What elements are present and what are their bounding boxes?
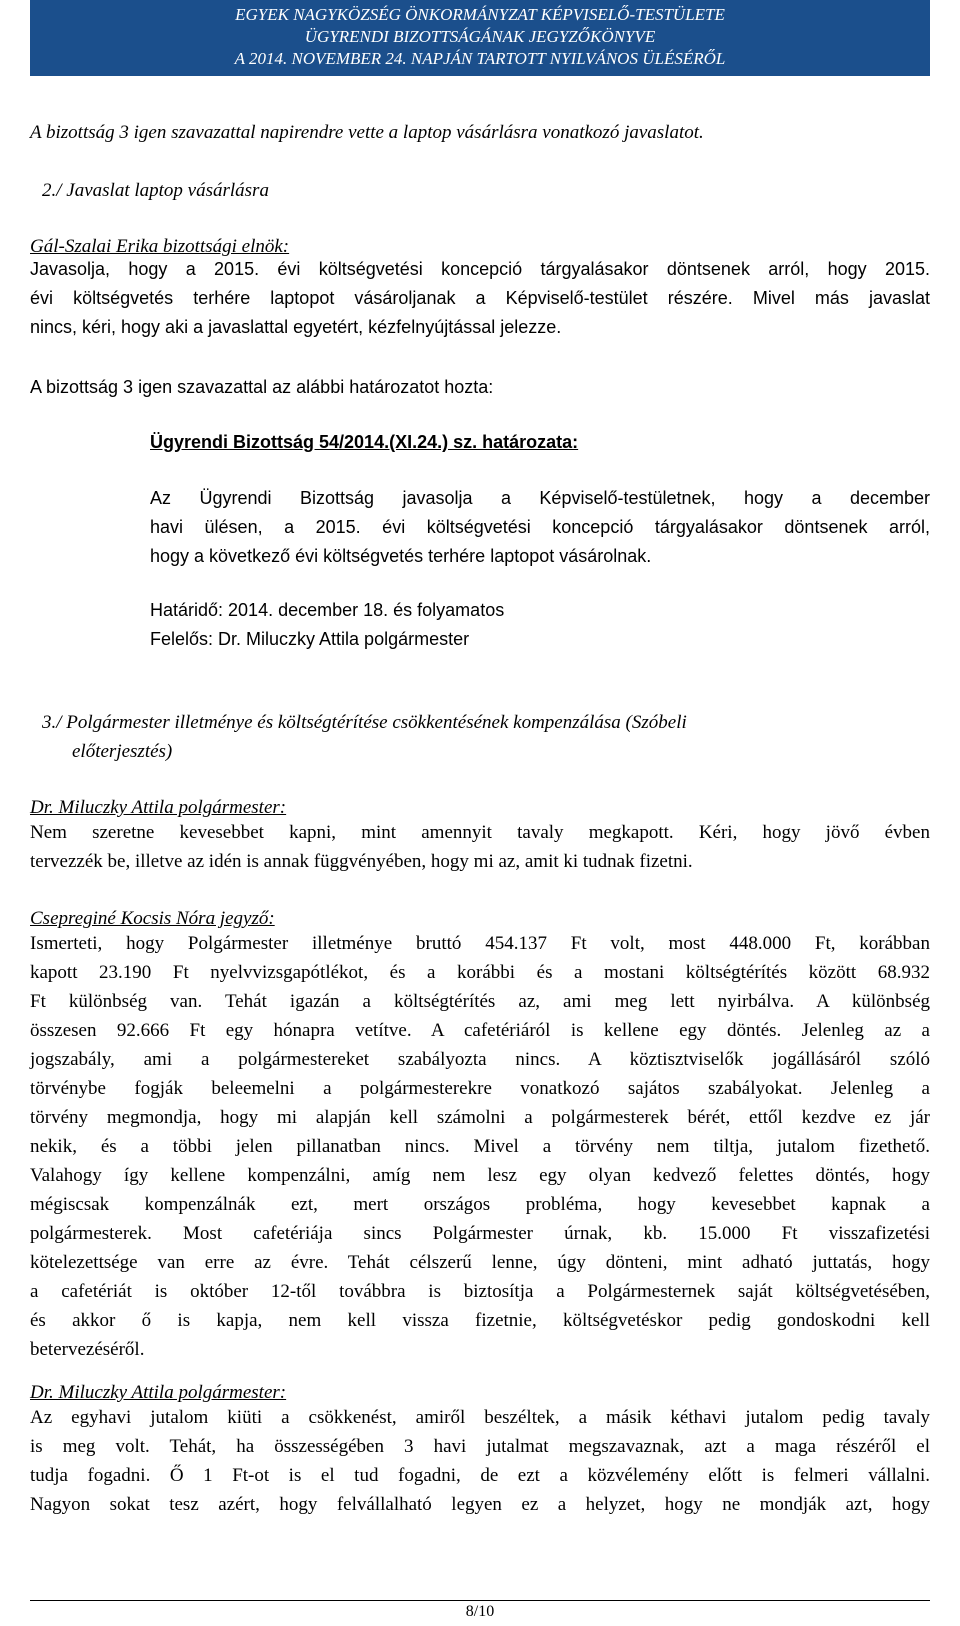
header-line-2: ÜGYRENDI BIZOTTSÁGÁNAK JEGYZŐKÖNYVE xyxy=(304,27,656,46)
item3-speech-2: Ismerteti, hogy Polgármester illetménye bruttó 454.137 Ft volt, most 448.000 Ft, korábban kapott 23.190 Ft nyelvvizsgapótlékot, és a korábbi és a mostani költségtérítés között 68.932 Ft különbség van. Tehát igazán a költségtérítés az, ami meg lett nyirbálva. A különbség összesen 92.666 Ft egy hónapra vetítve. A cafetériáról is kellene egy döntés. Jelenleg az a jogszabály, ami a polgármestereket szabályozta nincs. A köztisztviselők jogállásáról szóló törvénybe fogják beleemelni a polgármesterekre vonatkozó sajátos szabályokat. Jelenleg a törvény megmondja, hogy mi alapján kell számolni a polgármesterek bérét, ettől kezdve ez jár nekik, és a többi jelen pillanatban nincs. Mivel a törvény nem tiltja, jutalom fizethető. Valahogy így kellene kompenzálni, amíg nem lesz egy olyan kedvező felettes döntés, hogy mégiscsak kompenzálnák ezt, mert országos probléma, hogy kevesebbet kapnak a polgármesterek. Most cafetériája sincs Polgármester úrnak, kb. 15.000 Ft visszafizetési kötelezettsége van erre az évre. Tehát célszerű lenne, úgy dönteni, mint adható juttatás, hogy a cafetériát is október 12-től továbbra is biztosítja a Polgármesternek saját költségvetésében, és akkor ő is kapja, nem kell vissza fizetnie, költségvetéskor pedig gondoskodni kell betervezéséről. xyxy=(30,933,930,1360)
footer-divider xyxy=(30,1600,930,1601)
item3-speech-3: Az egyhavi jutalom kiüti a csökkenést, amiről beszéltek, a másik kéthavi jutalom pedig tavaly is meg volt. Tehát, ha összességében 3 havi jutalmat megszavaznak, azt a maga részéről el tudja fogadni. Ő 1 Ft-ot is el tud fogadni, de ezt a közvélemény előtt is felmeri vállalni. Nagyon sokat tesz azért, hogy felvállalható legyen ez a helyzet, hogy ne mondják azt, hogy xyxy=(30,1407,930,1515)
resolution-title: Ügyrendi Bizottság 54/2014.(XI.24.) sz. határozata: xyxy=(150,432,579,452)
intro-paragraph: A bizottság 3 igen szavazattal napirendre vette a laptop vásárlásra vonatkozó javaslatot. xyxy=(30,122,704,143)
item2-title: 2./ Javaslat laptop vásárlásra xyxy=(42,180,269,201)
item3-speech-1: Nem szeretne kevesebbet kapni, mint amennyit tavaly megkapott. Kéri, hogy jövő évben tervezzék be, illetve az idén is annak függvényében, hogy mi az, amit ki tudnak fizetni. xyxy=(30,822,930,872)
item3-speaker-1: Dr. Miluczky Attila polgármester: xyxy=(30,797,287,818)
item2-vote: A bizottság 3 igen szavazattal az alábbi határozatot hozta: xyxy=(30,377,494,397)
item3-speaker-3: Dr. Miluczky Attila polgármester: xyxy=(30,1382,287,1403)
document-header xyxy=(30,0,930,76)
item3-speaker-2: Csepreginé Kocsis Nóra jegyző: xyxy=(30,908,275,929)
item2-speaker: Gál-Szalai Erika bizottsági elnök: xyxy=(30,236,290,257)
page-number: 8/10 xyxy=(465,1603,495,1620)
header-line-3: A 2014. NOVEMBER 24. NAPJÁN TARTOTT NYILVÁNOS ÜLÉSÉRŐL xyxy=(234,49,726,68)
header-line-1: EGYEK NAGYKÖZSÉG ÖNKORMÁNYZAT KÉPVISELŐ-TESTÜLETE xyxy=(235,5,725,24)
resolution-deadline: Határidő: 2014. december 18. és folyamatos Felelős: Dr. Miluczky Attila polgármester xyxy=(150,600,505,649)
item2-speech: Javasolja, hogy a 2015. évi költségvetési koncepció tárgyalásakor döntsenek arról, hogy 2015. évi költségvetés terhére laptopot vásároljanak a Képviselő-testület részére. Mivel más javaslat nincs, kéri, hogy aki a javaslattal egyetért, kézfelnyújtással jelezze. xyxy=(30,259,930,337)
item3-title: 3./ Polgármester illetménye és költségtérítése csökkentésének kompenzálása (Szóbeli előterjesztés) xyxy=(42,712,687,762)
resolution-text: Az Ügyrendi Bizottság javasolja a Képviselő-testületnek, hogy a december havi ülésen, a 2015. évi költségvetési koncepció tárgyalásakor döntsenek arról, hogy a következő évi költségvetés terhére laptopot vásárolnak. xyxy=(150,488,930,566)
